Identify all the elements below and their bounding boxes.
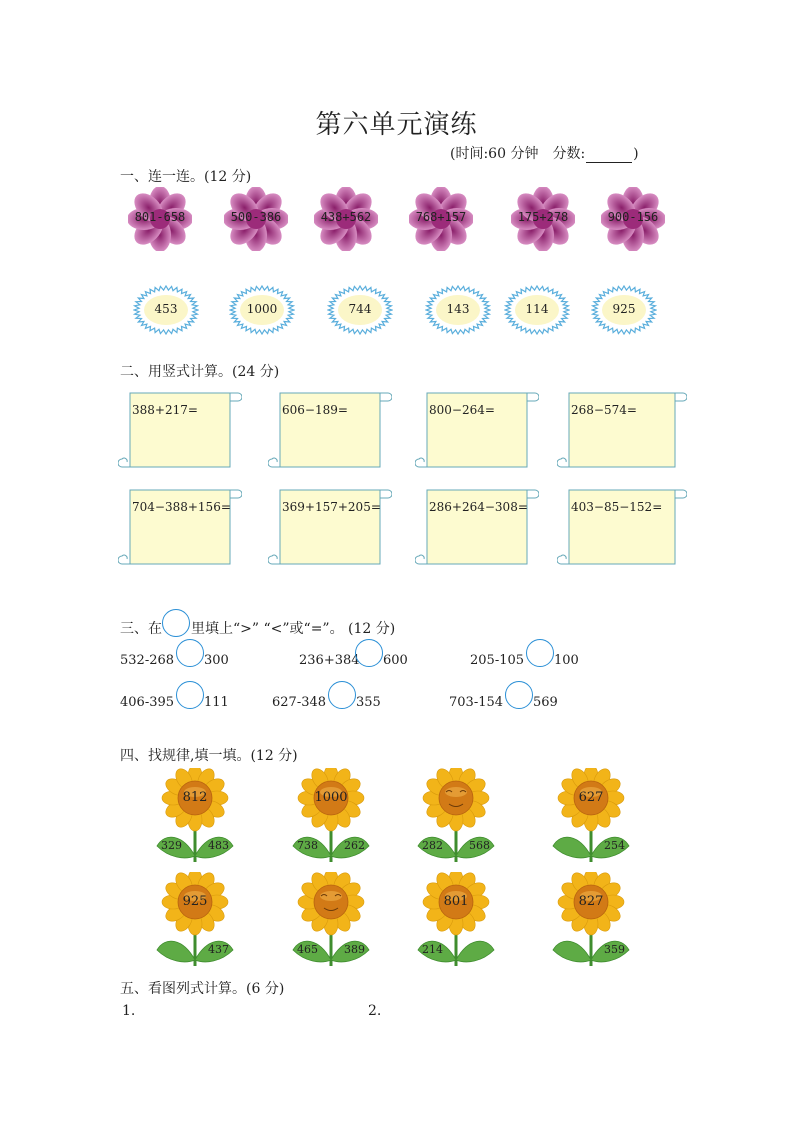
section-3-text-b: 里填上“>” “<”或“=”。 (12 分): [191, 621, 396, 637]
calc-expression: 286+264−308=: [429, 500, 528, 514]
sunflower-left-number: 329: [161, 839, 182, 852]
sun-card[interactable]: [425, 285, 491, 335]
compare-item: [0, 687, 793, 717]
sunflower-right-number: 483: [208, 839, 229, 852]
compare-right-value: 569: [533, 695, 558, 710]
compare-left-expression: 532-268: [120, 653, 175, 668]
calc-expression: 704−388+156=: [132, 500, 231, 514]
flower-label: 500-386: [230, 210, 282, 224]
compare-right-value: 100: [554, 653, 579, 668]
time-score-line: [450, 143, 639, 163]
flower-card[interactable]: [128, 187, 192, 251]
section-3-text-a: 三、在: [120, 621, 162, 637]
calc-expression: 268−574=: [571, 403, 637, 417]
compare-right-value: 600: [383, 653, 408, 668]
sun-label: 1000: [246, 302, 278, 316]
section-5-heading: 五、看图列式计算。(6 分): [120, 981, 285, 997]
calc-box[interactable]: [268, 486, 392, 570]
sunflower-card[interactable]: [291, 768, 371, 864]
sun-label: 114: [525, 302, 549, 316]
flower-card[interactable]: [314, 187, 378, 251]
sun-card[interactable]: [133, 285, 199, 335]
sunflower-left-number: 214: [422, 943, 443, 956]
compare-answer-circle[interactable]: [505, 681, 533, 709]
calc-box[interactable]: [118, 389, 242, 473]
calc-expression: 403−85−152=: [571, 500, 663, 514]
compare-right-value: 111: [204, 695, 229, 710]
calc-expression: 369+157+205=: [282, 500, 381, 514]
score-blank[interactable]: [586, 148, 632, 163]
compare-left-expression: 627-348: [272, 695, 327, 710]
sun-label: 744: [348, 302, 372, 316]
sun-card[interactable]: [504, 285, 570, 335]
sun-card[interactable]: [591, 285, 657, 335]
calc-box[interactable]: [118, 486, 242, 570]
sunflower-left-number: 282: [422, 839, 443, 852]
time-score-close: ): [633, 146, 639, 162]
sunflower-top-number: 925: [182, 894, 208, 909]
section-1-heading: 一、连一连。(12 分): [120, 169, 252, 185]
calc-box[interactable]: [415, 389, 539, 473]
compare-left-expression: 205-105: [470, 653, 525, 668]
calc-box[interactable]: [415, 486, 539, 570]
sunflower-left-number: 465: [297, 943, 318, 956]
sunflower-top-number: 801: [443, 894, 469, 909]
compare-item: [0, 645, 793, 675]
flower-label: 900-156: [607, 210, 659, 224]
flower-label: 768+157: [415, 210, 467, 224]
flower-card[interactable]: [409, 187, 473, 251]
sunflower-top-number: 1000: [314, 790, 348, 805]
compare-left-expression: 406-395: [120, 695, 175, 710]
circle-sample: [162, 609, 190, 637]
flower-label: 175+278: [517, 210, 569, 224]
sun-label: 925: [612, 302, 636, 316]
problem-2-number: 2.: [368, 1003, 382, 1019]
compare-left-expression: 236+384: [299, 653, 360, 668]
problem-1-number: 1.: [122, 1003, 136, 1019]
flower-card[interactable]: [601, 187, 665, 251]
sunflower-top-number: 812: [182, 790, 208, 805]
section-3-heading: [120, 609, 395, 638]
sunflower-top-number: 827: [578, 894, 604, 909]
sunflower-card[interactable]: [551, 768, 631, 864]
compare-left-expression: 703-154: [449, 695, 504, 710]
flower-label: 438+562: [320, 210, 372, 224]
compare-right-value: 355: [356, 695, 381, 710]
calc-expression: 388+217=: [132, 403, 198, 417]
sunflower-card[interactable]: [416, 768, 496, 864]
sunflower-right-number: 262: [344, 839, 365, 852]
calc-box[interactable]: [557, 486, 687, 570]
sun-card[interactable]: [229, 285, 295, 335]
sunflower-top-number: 627: [578, 790, 604, 805]
calc-expression: 606−189=: [282, 403, 348, 417]
sunflower-right-number: 254: [604, 839, 625, 852]
sunflower-card[interactable]: [155, 768, 235, 864]
sun-label: 143: [446, 302, 470, 316]
sunflower-card[interactable]: [291, 872, 371, 968]
calc-box[interactable]: [557, 389, 687, 473]
time-score-text: (时间:60 分钟 分数:: [450, 146, 586, 162]
compare-right-value: 300: [204, 653, 229, 668]
sunflower-card[interactable]: [416, 872, 496, 968]
section-4-heading: 四、找规律,填一填。(12 分): [120, 748, 298, 764]
sunflower-left-number: 738: [297, 839, 318, 852]
flower-card[interactable]: [224, 187, 288, 251]
calc-box[interactable]: [268, 389, 392, 473]
flower-card[interactable]: [511, 187, 575, 251]
sun-card[interactable]: [327, 285, 393, 335]
page-title: 第六单元演练: [315, 110, 478, 140]
sunflower-card[interactable]: [551, 872, 631, 968]
sun-label: 453: [154, 302, 178, 316]
sunflower-right-number: 359: [604, 943, 625, 956]
flower-label: 801-658: [134, 210, 186, 224]
sunflower-right-number: 437: [208, 943, 229, 956]
sunflower-right-number: 568: [469, 839, 490, 852]
compare-answer-circle[interactable]: [526, 639, 554, 667]
calc-expression: 800−264=: [429, 403, 495, 417]
sunflower-right-number: 389: [344, 943, 365, 956]
section-2-heading: 二、用竖式计算。(24 分): [120, 364, 280, 380]
sunflower-card[interactable]: [155, 872, 235, 968]
